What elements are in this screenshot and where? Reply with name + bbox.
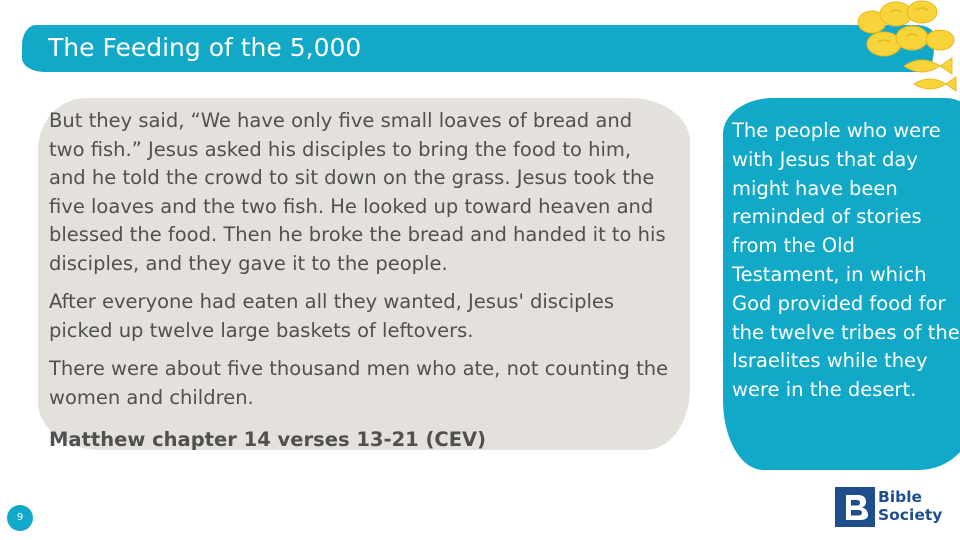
- bible-society-logo-icon: [835, 487, 875, 527]
- bible-society-logo: [835, 487, 945, 527]
- logo-line: Bible: [878, 488, 923, 506]
- scripture-paragraph: There were about five thousand men who ate, not counting the women and children.: [49, 357, 669, 409]
- page-number: 9: [7, 505, 33, 531]
- scripture-paragraph: But they said, “We have only five small loaves of bread and two fish.” Jesus asked his disciples to bring the food to him, and he told the crowd to sit down on the grass. Jesus took the five loaves and the two fish. He looked up toward heaven and blessed the food. Then he broke the bread and handed it to his disciples, and they gave it to the people.: [49, 109, 666, 275]
- bread-fish-icon: [852, 0, 960, 100]
- page-title: The Feeding of the 5,000: [48, 33, 362, 62]
- logo-wordmark: [878, 488, 942, 524]
- context-text: The people who were with Jesus that day might have been reminded of stories from the Old Testament, in which God provided food for the twelve tribes of the Israelites while they were in the desert.: [732, 119, 960, 402]
- scripture-reference: Matthew chapter 14 verses 13-21 (CEV): [49, 428, 487, 451]
- scripture-paragraph: After everyone had eaten all they wanted, Jesus' disciples picked up twelve large baskets of leftovers.: [49, 290, 615, 342]
- logo-line: Society: [878, 506, 943, 524]
- scripture-text: [49, 107, 669, 465]
